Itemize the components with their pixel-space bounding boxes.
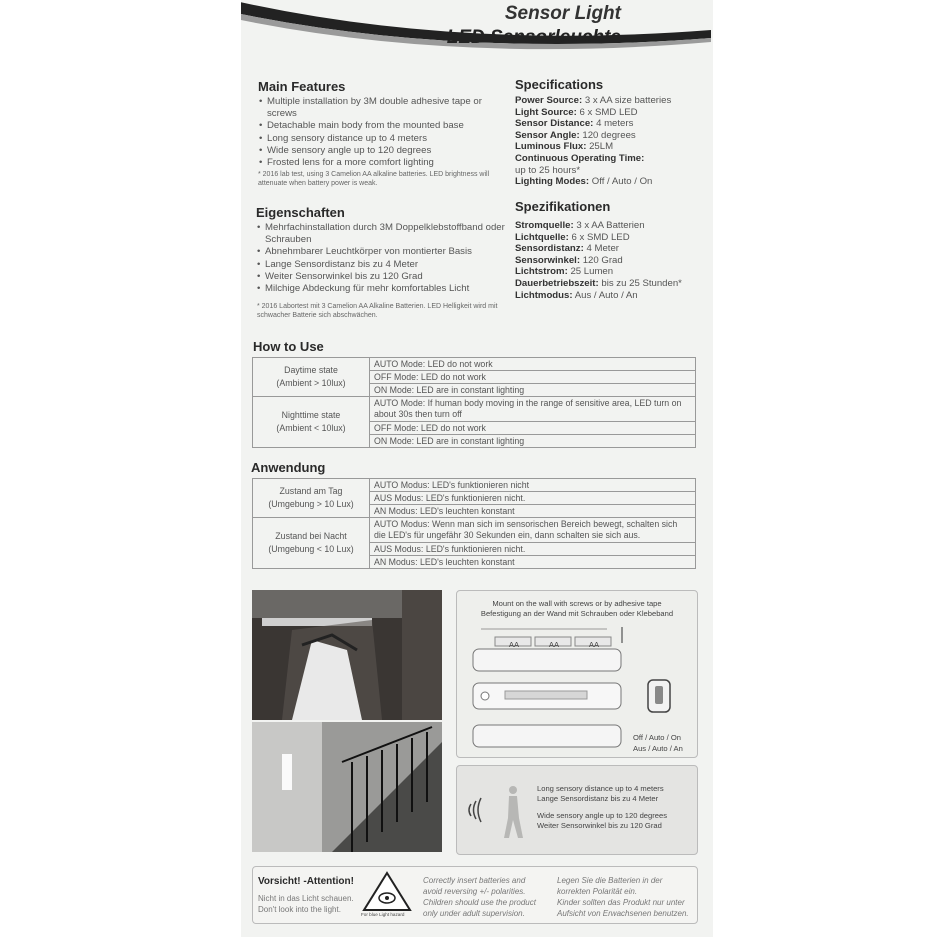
main-features-heading: Main Features <box>258 79 346 94</box>
spezifikationen-list: Stromquelle: 3 x AA Batterien Lichtquelle: 6 x SMD LED Sensordistanz: 4 Meter Sensorwinkel: 120 Grad Lichtstrom: 25 Lumen Dauerbetriebszeit: bis zu 25 Stunden* Lichtmodus: Aus / Auto / An <box>515 220 682 301</box>
main-features-list <box>259 96 499 169</box>
hazard-label: For blue Light hazard <box>361 912 405 917</box>
table-row: AN Modus: LED's leuchten konstant <box>253 505 696 518</box>
sensor-distance-en: Long sensory distance up to 4 meters <box>537 784 664 793</box>
table-row: ON Mode: LED are in constant lighting <box>253 384 696 397</box>
list-item: • Multiple installation by 3M double adhesive tape or screws <box>259 96 499 120</box>
table-row: Daytime state (Ambient > 10lux) AUTO Mode: LED do not work <box>253 358 696 371</box>
attention-panel <box>252 866 698 924</box>
list-item: • Frosted lens for a more comfort lighting <box>259 157 499 169</box>
list-item: • Long sensory distance up to 4 meters <box>259 133 499 145</box>
list-item: • Wide sensory angle up to 120 degrees <box>259 145 499 157</box>
table-row: AN Modus: LED's leuchten konstant <box>253 556 696 569</box>
sensor-angle-de: Weiter Sensorwinkel bis zu 120 Grad <box>537 821 662 830</box>
staircase-photo <box>252 722 442 852</box>
list-item: • Milchige Abdeckung für mehr komfortables Licht <box>257 283 507 295</box>
list-item: • Abnehmbarer Leuchtkörper von montierter Basis <box>257 246 507 258</box>
list-item: • Weiter Sensorwinkel bis zu 120 Grad <box>257 271 507 283</box>
anwendung-table <box>252 478 696 569</box>
table-row: ON Mode: LED are in constant lighting <box>253 435 696 448</box>
table-row: OFF Mode: LED do not work <box>253 371 696 384</box>
mounting-text-en: Mount on the wall with screws or by adhesive tape <box>492 599 662 608</box>
how-to-use-heading: How to Use <box>253 339 324 354</box>
motion-sensor-icon <box>463 774 535 846</box>
switch-label-de: Aus / Auto / An <box>633 744 683 753</box>
battery-note-de: Legen Sie die Batterien in der korrekten Polarität ein. Kinder sollten das Produkt nur unter Aufsicht von Erwachsenen benutzen. <box>557 876 689 918</box>
warning-triangle-icon <box>361 870 413 916</box>
battery-note-en: Correctly insert batteries and avoid reversing +/- polarities. Children should use the product only under adult supervision. <box>423 876 536 918</box>
switch-icon <box>647 679 671 713</box>
table-row: AUS Modus: LED's funktionieren nicht. <box>253 492 696 505</box>
sensor-distance-de: Lange Sensordistanz bis zu 4 Meter <box>537 794 659 803</box>
switch-label-en: Off / Auto / On <box>633 733 681 742</box>
list-item: • Detachable main body from the mounted base <box>259 120 499 132</box>
specifications-heading: Specifications <box>515 77 604 92</box>
table-row: Zustand am Tag (Umgebung > 10 Lux) AUTO Modus: LED's funktionieren nicht <box>253 479 696 492</box>
battery-label: AA <box>508 640 520 649</box>
list-item: • Lange Sensordistanz bis zu 4 Meter <box>257 259 507 271</box>
wardrobe-photo <box>252 590 442 720</box>
eigenschaften-heading: Eigenschaften <box>256 205 345 220</box>
table-row: Zustand bei Nacht (Umgebung < 10 Lux) AUTO Modus: Wenn man sich im sensorischen Bereich bewegt, schalten sich die LED's für ungefähr 30 Sekunden ein, dann schalten sie sich aus. <box>253 518 696 543</box>
attention-line-de: Nicht in das Licht schauen. <box>258 894 354 903</box>
anwendung-heading: Anwendung <box>251 460 326 475</box>
eigenschaften-note: * 2016 Labortest mit 3 Camelion AA Alkaline Batterien. LED Helligkeit wird mit schwacher Batterie sich abschwächen. <box>257 303 498 319</box>
table-row: Nighttime state (Ambient < 10lux) AUTO Mode: If human body moving in the range of sensitive area, LED turn on about 30s then turn off <box>253 397 696 422</box>
title-de: LED Sensorleuchte <box>446 27 621 48</box>
battery-label: AA <box>588 640 600 649</box>
sensor-panel <box>456 765 698 855</box>
battery-label: AA <box>548 640 560 649</box>
attention-line-en: Don't look into the light. <box>258 905 341 914</box>
mounting-text-de: Befestigung an der Wand mit Schrauben oder Klebeband <box>480 609 674 618</box>
title-en: Sensor Light <box>504 3 621 24</box>
attention-heading: Vorsicht! -Attention! <box>258 876 354 887</box>
sensor-angle-en: Wide sensory angle up to 120 degrees <box>537 811 668 820</box>
spezifikationen-heading: Spezifikationen <box>515 199 611 214</box>
how-to-use-table <box>252 357 696 448</box>
package-back <box>241 0 713 937</box>
main-features-note: * 2016 lab test, using 3 Camelion AA alkaline batteries. LED brightness will attenuate when battery power is weak. <box>258 171 490 187</box>
list-item: • Mehrfachinstallation durch 3M Doppelklebstoffband oder Schrauben <box>257 222 507 246</box>
mounting-panel <box>456 590 698 758</box>
table-row: OFF Mode: LED do not work <box>253 422 696 435</box>
specifications-list: Power Source: 3 x AA size batteries Light Source: 6 x SMD LED Sensor Distance: 4 meters Sensor Angle: 120 degrees Luminous Flux: 25LM Continuous Operating Time: up to 25 hours* Lighting Modes: Off / Auto / On <box>515 95 672 188</box>
eigenschaften-list <box>257 222 507 295</box>
table-row: AUS Modus: LED's funktionieren nicht. <box>253 543 696 556</box>
